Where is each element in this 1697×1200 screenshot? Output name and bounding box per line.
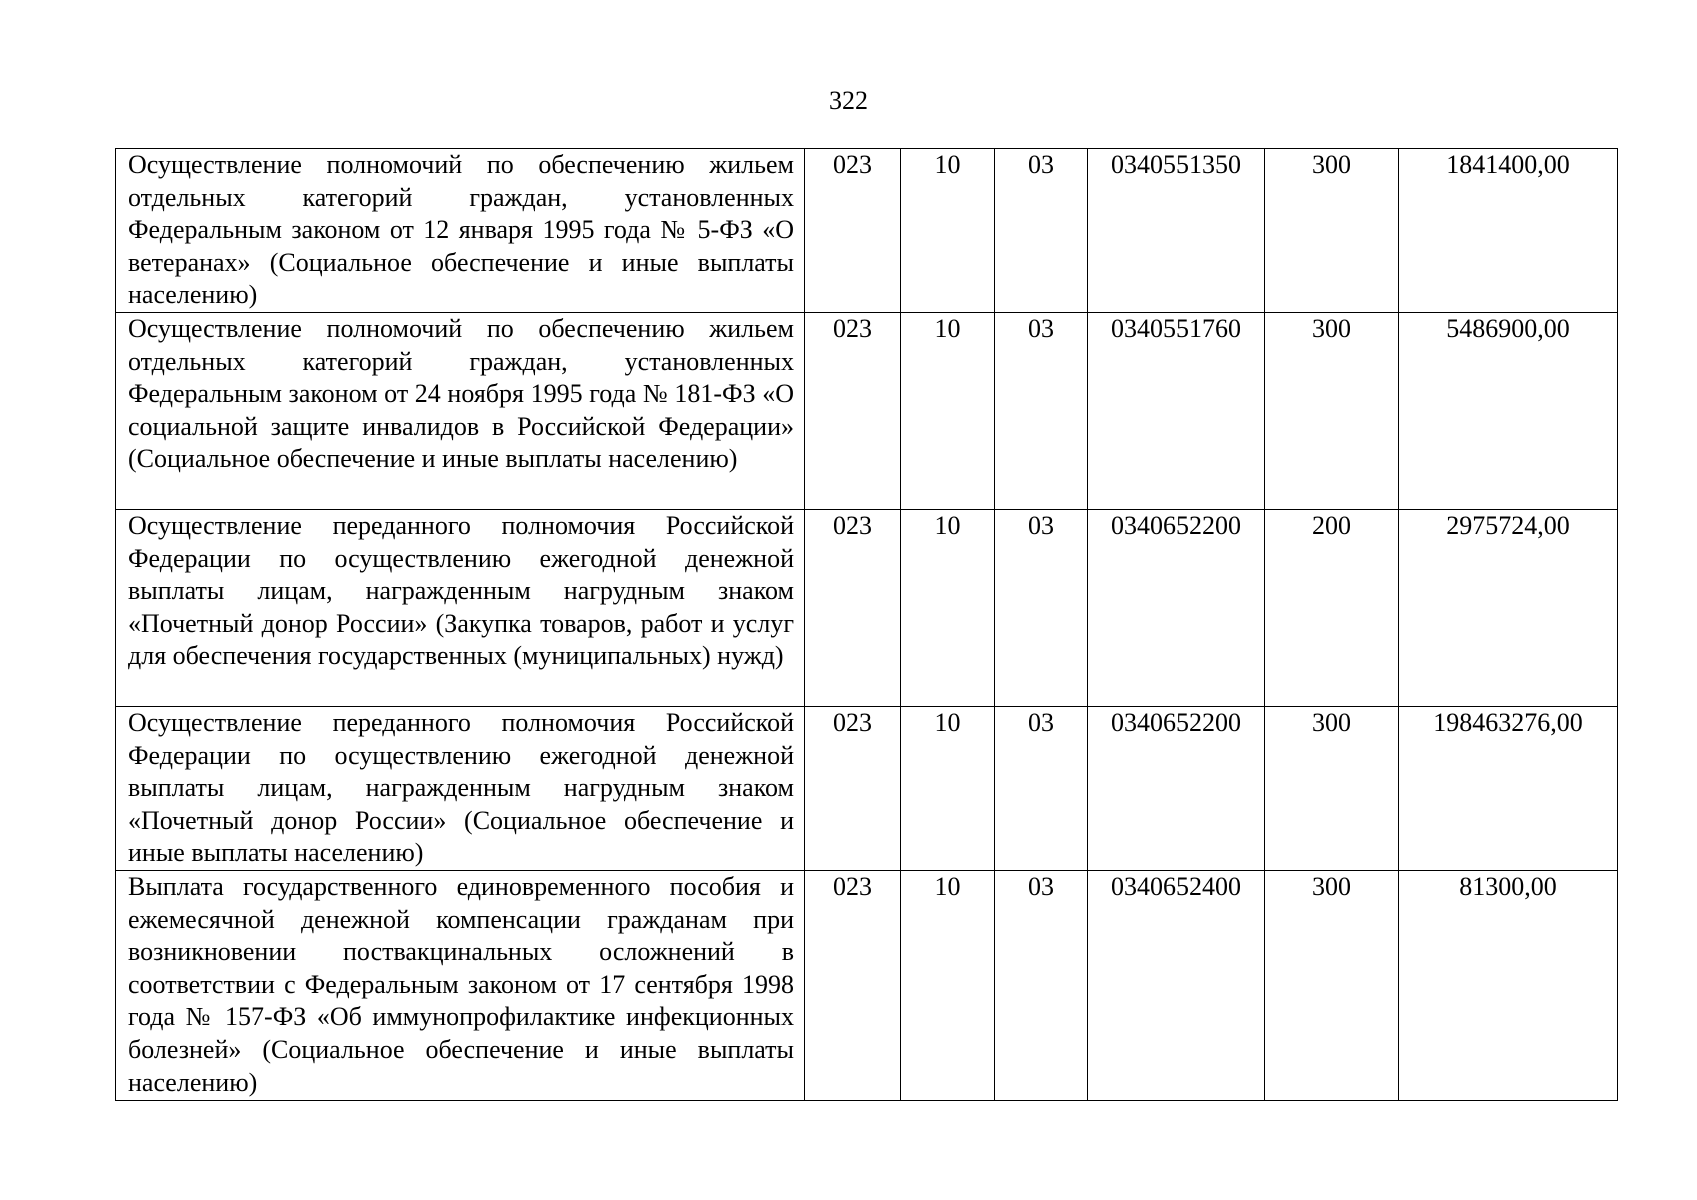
subsection-code: 03	[995, 510, 1088, 707]
subsection-code: 03	[995, 871, 1088, 1101]
ministry-code: 023	[805, 313, 901, 510]
page-number: 322	[829, 86, 868, 115]
amount-value: 81300,00	[1399, 871, 1618, 1101]
ministry-code: 023	[805, 707, 901, 871]
subsection-code: 03	[995, 149, 1088, 313]
table-row	[116, 149, 1618, 313]
row-description: Осуществление полномочий по обеспечению жильем отдельных категорий граждан, установленных Федеральным законом от 24 ноября 1995 года № 181-ФЗ «О социальной защите инвалидов в Российской Федерации» (Социальное обеспечение и иные выплаты населению)	[116, 313, 805, 510]
target-article-code: 0340652200	[1088, 707, 1265, 871]
table-row	[116, 871, 1618, 1101]
target-article-code: 0340551760	[1088, 313, 1265, 510]
expense-type-code: 300	[1265, 313, 1399, 510]
target-article-code: 0340652400	[1088, 871, 1265, 1101]
subsection-code: 03	[995, 707, 1088, 871]
target-article-code: 0340551350	[1088, 149, 1265, 313]
target-article-code: 0340652200	[1088, 510, 1265, 707]
expense-type-code: 300	[1265, 149, 1399, 313]
budget-table	[115, 148, 1618, 1101]
table-row	[116, 313, 1618, 510]
table-row	[116, 707, 1618, 871]
row-description: Осуществление переданного полномочия Российской Федерации по осуществлению ежегодной денежной выплаты лицам, награжденным нагрудным знаком «Почетный донор России» (Социальное обеспечение и иные выплаты населению)	[116, 707, 805, 871]
expense-type-code: 300	[1265, 871, 1399, 1101]
ministry-code: 023	[805, 510, 901, 707]
section-code: 10	[901, 707, 995, 871]
ministry-code: 023	[805, 149, 901, 313]
section-code: 10	[901, 149, 995, 313]
row-description: Выплата государственного единовременного пособия и ежемесячной денежной компенсации гражданам при возникновении поствакцинальных осложнений в соответствии с Федеральным законом от 17 сентября 1998 года № 157-ФЗ «Об иммунопрофилактике инфекционных болезней» (Социальное обеспечение и иные выплаты населению)	[116, 871, 805, 1101]
expense-type-code: 300	[1265, 707, 1399, 871]
amount-value: 198463276,00	[1399, 707, 1618, 871]
amount-value: 2975724,00	[1399, 510, 1618, 707]
amount-value: 1841400,00	[1399, 149, 1618, 313]
subsection-code: 03	[995, 313, 1088, 510]
row-description: Осуществление полномочий по обеспечению жильем отдельных категорий граждан, установленных Федеральным законом от 12 января 1995 года № 5-ФЗ «О ветеранах» (Социальное обеспечение и иные выплаты населению)	[116, 149, 805, 313]
row-description: Осуществление переданного полномочия Российской Федерации по осуществлению ежегодной денежной выплаты лицам, награжденным нагрудным знаком «Почетный донор России» (Закупка товаров, работ и услуг для обеспечения государственных (муниципальных) нужд)	[116, 510, 805, 707]
section-code: 10	[901, 871, 995, 1101]
table-row	[116, 510, 1618, 707]
section-code: 10	[901, 313, 995, 510]
expense-type-code: 200	[1265, 510, 1399, 707]
amount-value: 5486900,00	[1399, 313, 1618, 510]
section-code: 10	[901, 510, 995, 707]
ministry-code: 023	[805, 871, 901, 1101]
